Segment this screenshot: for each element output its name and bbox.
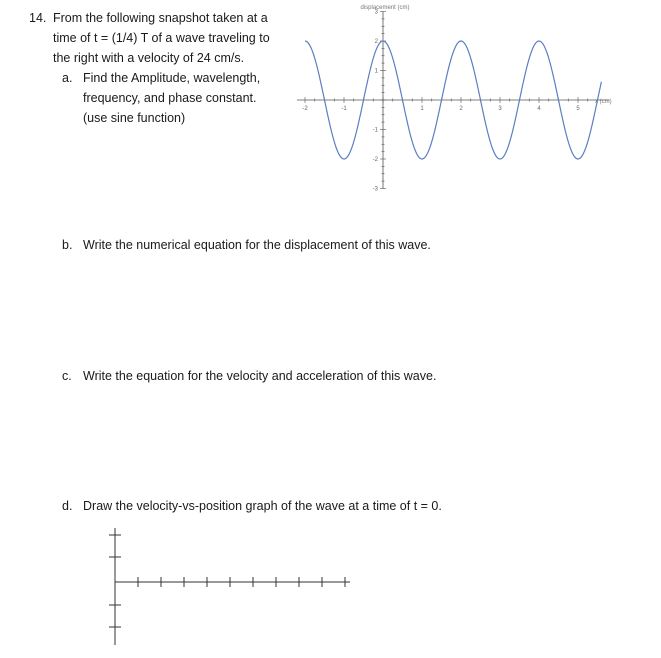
part-b-text: Write the numerical equation for the displacement of this wave.: [83, 238, 431, 252]
x-axis-label: x (cm): [595, 99, 612, 105]
blank-axes: [95, 525, 360, 655]
blank-axes-ticks: [109, 535, 345, 627]
question-number: 14.: [29, 11, 47, 25]
x-tick-label: 1: [420, 106, 424, 112]
part-d-text: Draw the velocity-vs-position graph of the wave at a time of t = 0.: [83, 499, 442, 513]
x-tick-label: -2: [302, 106, 308, 112]
y-tick-label: -3: [372, 186, 378, 193]
part-a-letter: a.: [62, 71, 73, 85]
x-tick-label: 2: [459, 106, 463, 112]
y-tick-label: 2: [374, 39, 378, 45]
question-line-1: From the following snapshot taken at a: [53, 11, 268, 25]
wave-ticks: [302, 10, 597, 193]
part-a-line-1: Find the Amplitude, wavelength,: [83, 71, 261, 85]
y-tick-label: 1: [374, 68, 378, 75]
y-tick-label: 3: [374, 9, 378, 16]
wave-snapshot-chart: [285, 0, 661, 200]
question-line-2: time of t = (1/4) T of a wave traveling to: [53, 31, 270, 45]
part-c-text: Write the equation for the velocity and acceleration of this wave.: [83, 369, 437, 383]
part-a-line-3: (use sine function): [83, 111, 186, 125]
x-tick-label: -1: [341, 106, 347, 112]
question-line-3: the right with a velocity of 24 cm/s.: [53, 51, 245, 65]
part-a-line-2: frequency, and phase constant.: [83, 91, 257, 105]
y-axis-label: displacement (cm): [360, 5, 410, 11]
part-b-letter: b.: [62, 238, 73, 252]
part-d-letter: d.: [62, 499, 73, 513]
x-tick-label: 3: [498, 106, 502, 112]
x-tick-label: 5: [576, 106, 580, 112]
y-tick-label: -2: [372, 157, 378, 163]
y-tick-label: -1: [372, 127, 378, 134]
part-c-letter: c.: [62, 369, 72, 383]
x-tick-label: 4: [537, 106, 541, 112]
